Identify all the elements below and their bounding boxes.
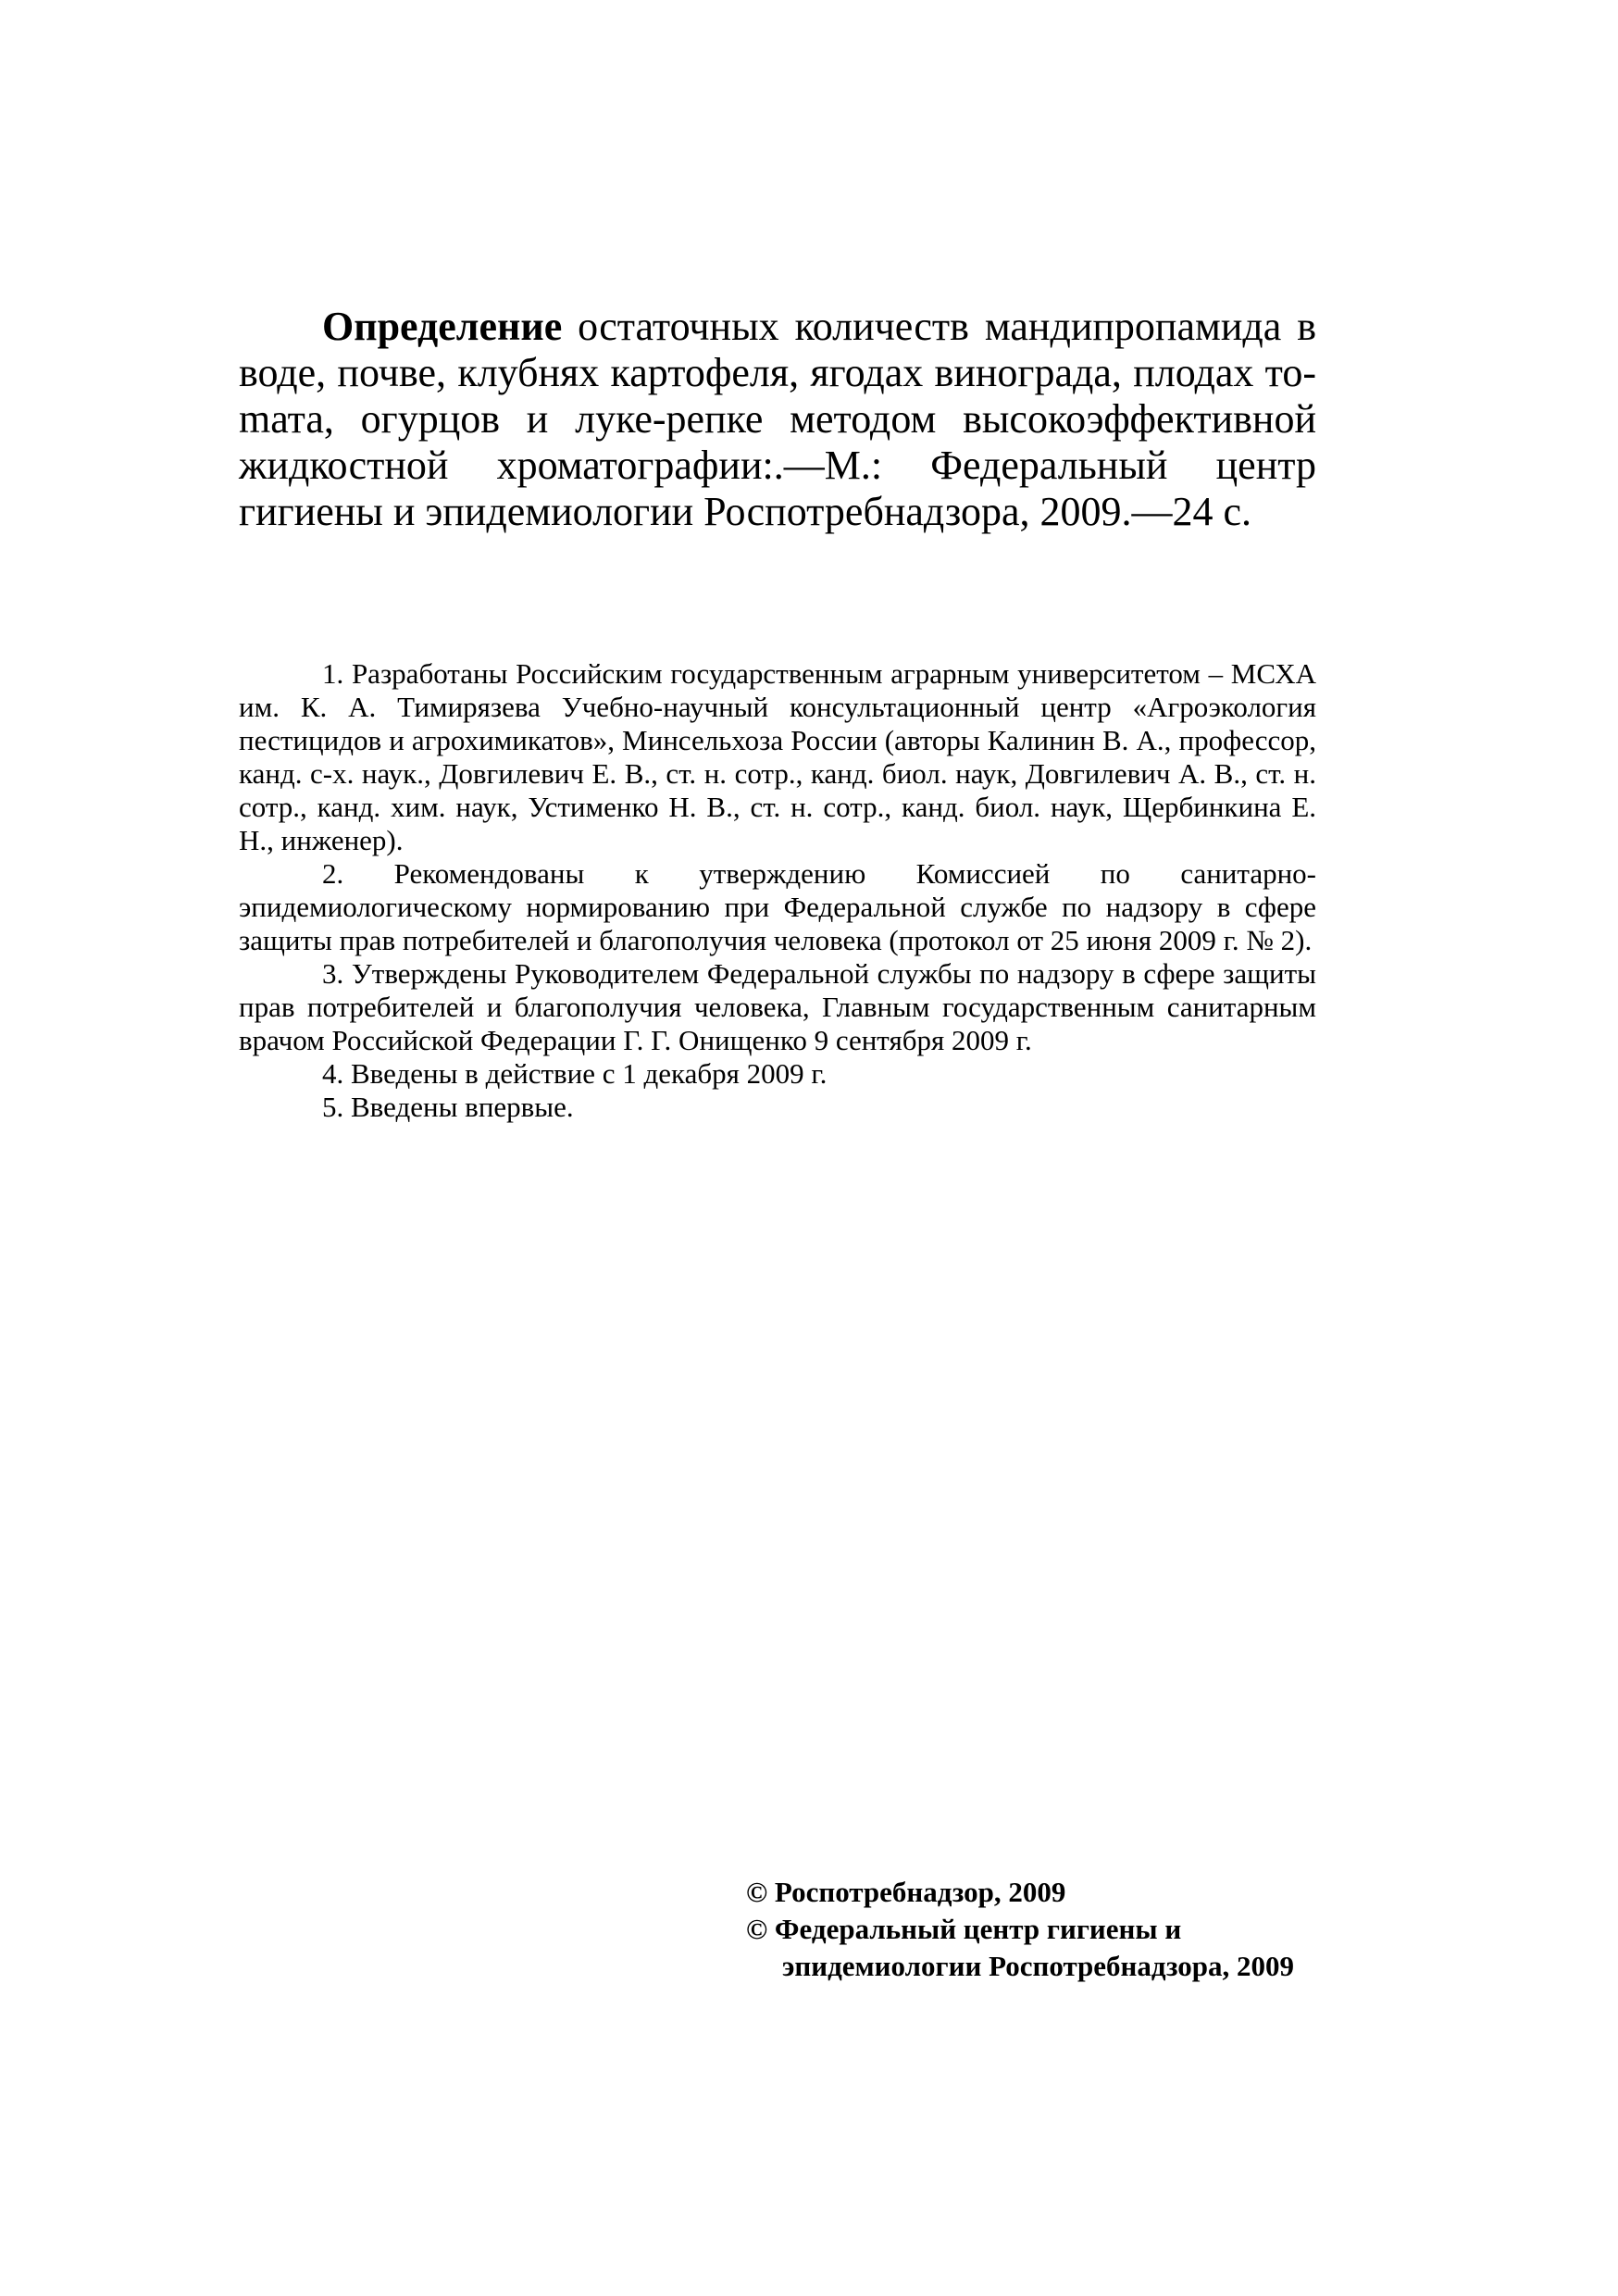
info-item-developed: 1. Разработаны Российским государственным аграрным университетом – МСХА им. К. А. Тимирязева Учебно-научный консультационный центр «Агроэкология пестицидов и агрохимикатов», Минсельхоза России (авторы Калинин В. А., профессор, канд. с-х. наук., Довгилевич Е. В., ст. н. сотр., канд. биол. наук, Довгилевич А. В., ст. н. сотр., канд. хим. наук, Устименко Н. В., ст. н. сотр., канд. биол. наук, Щербинкина Е. Н., инженер). [239,657,1316,856]
copyright-block [746,1874,1413,1985]
title-rest: остаточных количеств мандипропамида в воде, почве, клубнях картофеля, ягодах винограда, плодах тоmата, огурцов и луке-репке методом высокоэффективной жидкостной хроматографии:.—М.: Федеральный центр гигиены и эпидемиологии Роспотребнадзора, 2009.—24 с. [239,304,1316,534]
bibliographic-description [239,304,1316,535]
info-item-first-introduced: 5. Введены впервые. [322,1091,574,1123]
title-lead: Определение [322,304,563,349]
info-item-recommended: 2. Рекомендованы к утверждению Комиссией по санитарно-эпидемиологическому нормированию при Федеральной службе по надзору в сфере защиты прав потребителей и благополучия человека (протокол от 25 июня 2009 г. № 2). [239,857,1316,956]
copyright-federal-center-cont: эпидемиологии Роспотребнадзора, 2009 [782,1950,1294,1982]
copyright-rospotrebnadzor: © Роспотребнадзор, 2009 [746,1876,1066,1908]
publication-info [239,657,1316,1124]
info-item-effective-date: 4. Введены в действие с 1 декабря 2009 г. [322,1057,828,1090]
copyright-federal-center: © Федеральный центр гигиены и [746,1913,1182,1945]
info-item-approved: 3. Утверждены Руководителем Федеральной службы по надзору в сфере защиты прав потребителей и благополучия человека, Главным государственным санитарным врачом Российской Федерации Г. Г. Онищенко 9 сентября 2009 г. [239,957,1316,1056]
